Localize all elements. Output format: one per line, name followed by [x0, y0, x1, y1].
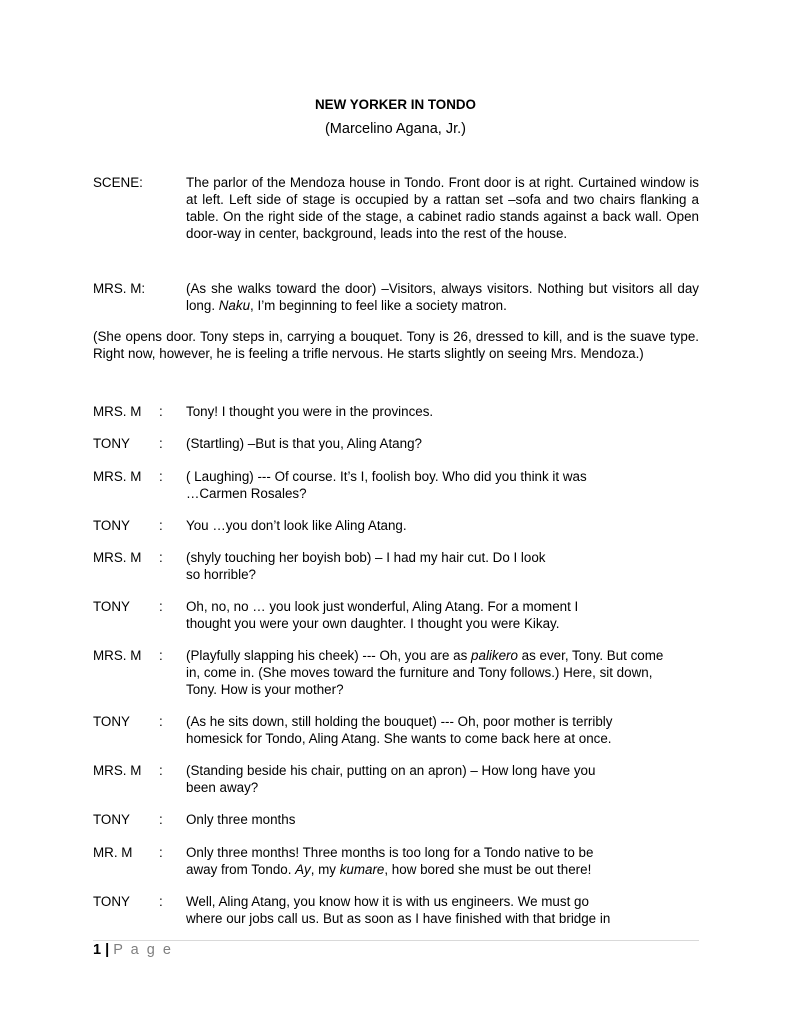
speaker-name: MRS. M — [93, 550, 142, 565]
speaker-colon: : — [159, 714, 163, 729]
speaker-name: MRS. M — [93, 469, 142, 484]
speaker-colon: : — [159, 518, 163, 533]
dialogue-line: where our jobs call us. But as soon as I have finished with that bridge in — [186, 911, 611, 926]
intro-speaker: MRS. M: — [93, 281, 146, 296]
speaker-name: TONY — [93, 812, 130, 827]
dialogue-text — [186, 811, 699, 828]
dialogue-text — [186, 598, 699, 632]
speaker-name: MRS. M — [93, 648, 142, 663]
speaker-name: MRS. M — [93, 763, 142, 778]
speaker-colon: : — [159, 845, 163, 860]
speaker-colon: : — [159, 436, 163, 451]
speaker-colon: : — [159, 763, 163, 778]
page-label: P a g e — [113, 942, 173, 958]
footer-separator: | — [105, 942, 110, 958]
dialogue-text — [186, 713, 699, 747]
speaker-colon: : — [159, 599, 163, 614]
dialogue-line: Only three months — [186, 812, 296, 827]
dialogue-line: You …you don’t look like Aling Atang. — [186, 518, 407, 533]
dialogue-line: (Startling) –But is that you, Aling Atang? — [186, 436, 422, 451]
scene-text: The parlor of the Mendoza house in Tondo. Front door is at right. Curtained window is at left. Left side of stage is occupied by a rattan set –sofa and two chairs flanking a table. On the right side of the stage, a cabinet radio stands against a back wall. Open door-way in center, background, leads into the rest of the house. — [186, 175, 699, 241]
dialogue-text — [186, 647, 699, 698]
dialogue-line: thought you were your own daughter. I thought you were Kikay. — [186, 616, 560, 631]
dialogue-text — [186, 844, 699, 878]
dialogue-line: (Standing beside his chair, putting on an apron) – How long have you — [186, 763, 596, 778]
dialogue-text — [186, 893, 699, 927]
play-author: (Marcelino Agana, Jr.) — [324, 121, 467, 137]
dialogue-text — [186, 468, 699, 502]
speaker-colon: : — [159, 469, 163, 484]
dialogue-line: Well, Aling Atang, you know how it is with us engineers. We must go — [186, 894, 589, 909]
speaker-name: TONY — [93, 894, 130, 909]
dialogue-text — [186, 435, 699, 452]
speaker-colon: : — [159, 404, 163, 419]
dialogue-line: (Playfully slapping his cheek) --- Oh, you are as palikero as ever, Tony. But come — [186, 648, 664, 663]
speaker-name: TONY — [93, 518, 130, 533]
speaker-name: MR. M — [93, 845, 133, 860]
dialogue-text — [186, 762, 699, 796]
dialogue-line: (As he sits down, still holding the bouquet) --- Oh, poor mother is terribly — [186, 714, 613, 729]
dialogue-line: (shyly touching her boyish bob) – I had my hair cut. Do I look — [186, 550, 546, 565]
dialogue-line: ( Laughing) --- Of course. It’s I, foolish boy. Who did you think it was — [186, 469, 587, 484]
dialogue-line: Tony! I thought you were in the provinces. — [186, 404, 434, 419]
footer-rule — [93, 940, 699, 941]
dialogue-line: away from Tondo. Ay, my kumare, how bored she must be out there! — [186, 862, 592, 877]
speaker-colon: : — [159, 894, 163, 909]
page-footer — [93, 942, 173, 959]
play-title: NEW YORKER IN TONDO — [315, 97, 476, 112]
dialogue-line: Tony. How is your mother? — [186, 682, 344, 697]
speaker-name: MRS. M — [93, 404, 142, 419]
speaker-colon: : — [159, 812, 163, 827]
dialogue-line: homesick for Tondo, Aling Atang. She wants to come back here at once. — [186, 731, 612, 746]
intro-text: (As she walks toward the door) –Visitors, always visitors. Nothing but visitors all day long. Naku, I’m beginning to feel like a society matron. — [186, 281, 699, 313]
dialogue-line: been away? — [186, 780, 259, 795]
speaker-colon: : — [159, 550, 163, 565]
scene-label: SCENE: — [93, 175, 143, 190]
dialogue-line: Only three months! Three months is too long for a Tondo native to be — [186, 845, 594, 860]
dialogue-text — [186, 549, 699, 583]
dialogue-line: …Carmen Rosales? — [186, 486, 307, 501]
speaker-colon: : — [159, 648, 163, 663]
speaker-name: TONY — [93, 714, 130, 729]
dialogue-line: in, come in. (She moves toward the furniture and Tony follows.) Here, sit down, — [186, 665, 653, 680]
speaker-name: TONY — [93, 436, 130, 451]
dialogue-line: Oh, no, no … you look just wonderful, Aling Atang. For a moment I — [186, 599, 579, 614]
page-number: 1 — [93, 942, 102, 958]
speaker-name: TONY — [93, 599, 130, 614]
stage-direction: (She opens door. Tony steps in, carrying a bouquet. Tony is 26, dressed to kill, and is the suave type. Right now, however, he is feeling a trifle nervous. He starts slightly on seeing Mrs. Mendoza.) — [93, 329, 699, 361]
dialogue-text — [186, 517, 699, 534]
dialogue-line: so horrible? — [186, 567, 256, 582]
dialogue-text — [186, 403, 699, 420]
